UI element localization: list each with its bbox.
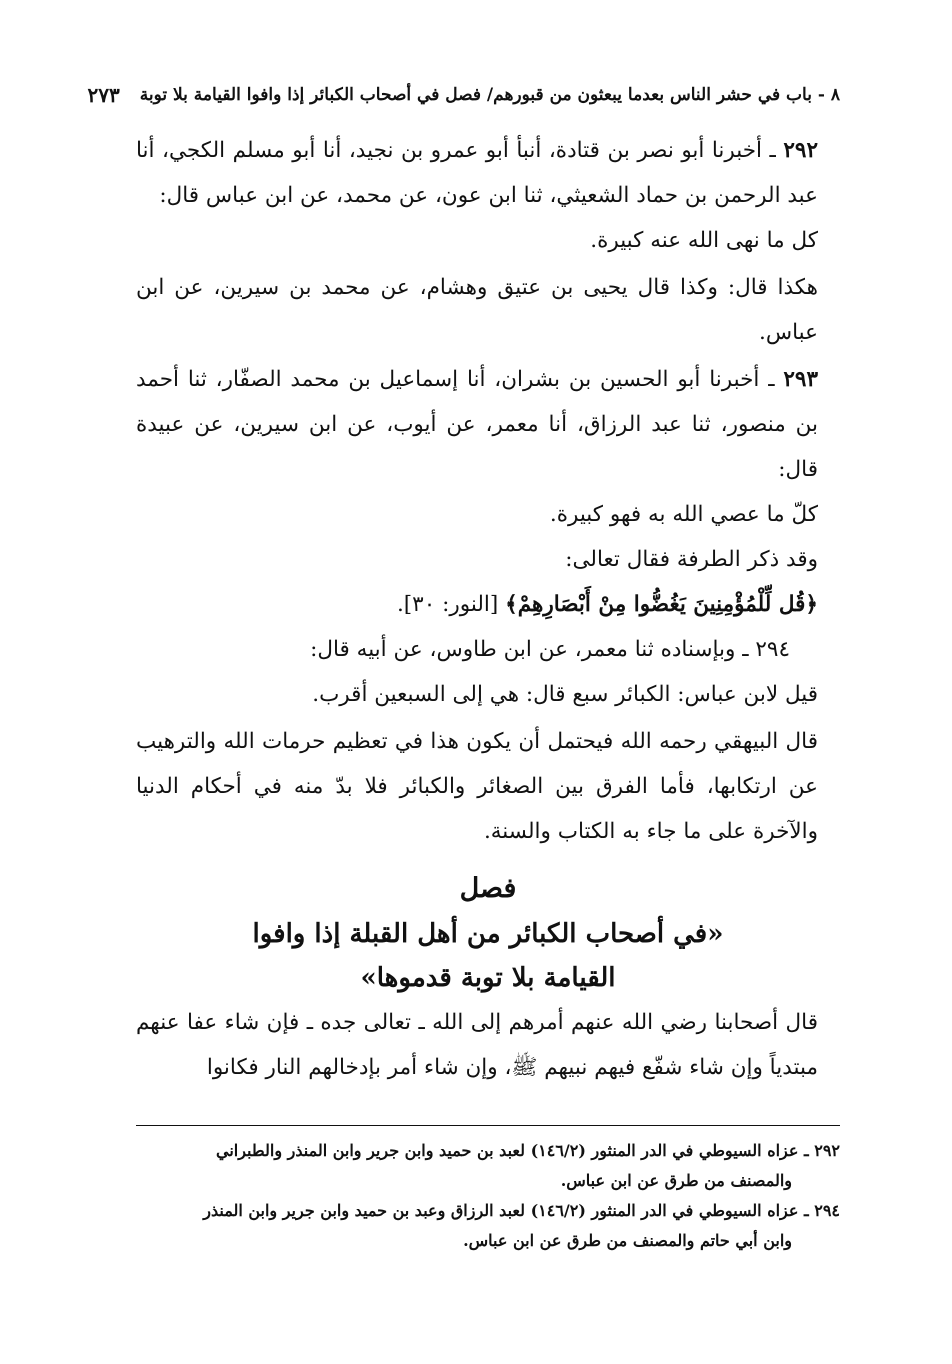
footnote-292-continued: والمصنف من طرق عن ابن عباس. [560,1171,792,1190]
hadith-292 [136,128,840,218]
hadith-text: ـ أخبرنا أبو نصر بن قتادة، أنبأ أبو عمرو بن نجيد، أنا أبو مسلم الكجي، أنا عبد الرحمن بن حماد الشعيثي، ثنا ابن عون، عن محمد، عن ابن عباس قال: [136,138,818,208]
page-number: ٢٧٣ [87,83,120,107]
hadith-text: ـ أخبرنا أبو الحسين بن بشران، أنا إسماعيل بن محمد الصفّار، ثنا أحمد بن منصور، ثنا عبد الرزاق، أنا معمر، عن أيوب، عن ابن سيرين، عن عبيدة قال: [136,367,818,482]
verse-text: ﴿قُل لِّلْمُؤْمِنِينَ يَغُضُّوا مِنْ أَبْصَارِهِمْ﴾ [505,592,818,617]
hadith-number: ٢٩٢ [783,138,818,163]
commentary-paragraph: هكذا قال: وكذا قال يحيى بن عتيق وهشام، عن محمد بن سيرين، عن ابن عباس. [136,275,818,345]
hadith-292-matn: كل ما نهى الله عنه كبيرة. [590,228,818,253]
running-title: ٨ - باب في حشر الناس بعدما يبعثون من قبورهم/ فصل في أصحاب الكبائر إذا وافوا القيامة بلا توبة [139,85,840,105]
hadith-293-matn: كلّ ما عصي الله به فهو كبيرة. [549,502,818,527]
bayhaqi-commentary: قال البيهقي رحمه الله فيحتمل أن يكون هذا في تعظيم حرمات الله والترهيب عن ارتكابها، فأما الفرق بين الصغائر والكبائر فلا بدّ منه في أحكام الدنيا والآخرة على ما جاء به الكتاب والسنة. [136,729,818,844]
section-title-line-1: «في أصحاب الكبائر من أهل القبلة إذا وافوا [252,919,724,949]
footnote-294: ٢٩٤ ـ عزاه السيوطي في الدر المنثور (١٤٦/٢) لعبد الرزاق وعبد بن حميد وابن جرير وابن المنذر [203,1201,840,1220]
hadith-294-matn: قيل لابن عباس: الكبائر سبع قال: هي إلى السبعين أقرب. [312,682,818,707]
hadith-294: ٢٩٤ ـ وبإسناده ثنا معمر، عن ابن طاوس، عن أبيه قال: [310,637,790,662]
quran-verse [136,582,840,627]
paragraph: قال أصحابنا رضي الله عنهم أمرهم إلى الله ـ تعالى جده ـ فإن شاء عفا عنهم مبتدياً وإن شاء شفّع فيهم نبيهم ﷺ، وإن شاء أمر بإدخالهم النار فكانوا [136,1010,818,1080]
footnotes [136,1136,840,1256]
running-header [87,78,840,112]
footnote-292: ٢٩٢ ـ عزاه السيوطي في الدر المنثور (١٤٦/٢) لعبد بن حميد وابن جرير وابن المنذر والطبراني [215,1141,840,1160]
section-heading: فصل [459,873,517,904]
main-text [136,128,840,1090]
paragraph: وقد ذكر الطرفة فقال تعالى: [565,547,818,572]
section-title-line-2: القيامة بلا توبة قدموها» [360,963,616,993]
hadith-293 [136,357,840,492]
verse-reference: [النور: ٣٠]. [396,592,506,617]
footnote-separator [136,1125,840,1126]
footnote-294-continued: وابن أبي حاتم والمصنف من طرق عن ابن عباس. [463,1231,792,1250]
hadith-number: ٢٩٣ [783,367,818,392]
